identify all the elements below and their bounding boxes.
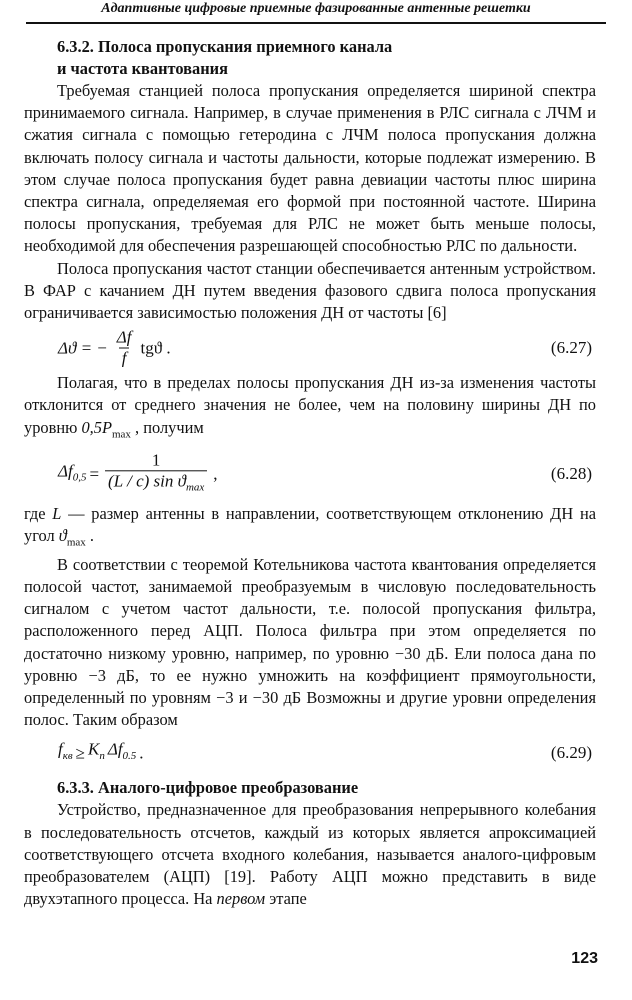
math-inline: ϑ bbox=[58, 526, 67, 546]
equation-6-29 bbox=[24, 733, 596, 773]
paragraph-where-l bbox=[24, 503, 596, 554]
eq1-lhs: Δϑ = − bbox=[58, 338, 108, 358]
eq1-numerator: Δf bbox=[116, 327, 132, 347]
eq3-k-sub: n bbox=[99, 750, 105, 763]
eq3-df bbox=[108, 739, 136, 768]
eq3-df-main: Δf bbox=[107, 740, 123, 760]
text-run: Полагая, что в пределах полосы пропускания ДН из-за изменения частоты отклонится от среднего значения не более, чем на половину ширины ДН по уровню bbox=[24, 373, 596, 437]
eq2-fraction bbox=[105, 450, 207, 497]
equation-number: (6.28) bbox=[550, 464, 592, 484]
eq2-lhs bbox=[58, 460, 86, 489]
paragraph-antenna: Полоса пропускания частот станции обеспечивается антенным устройством. В ФАР с качанием ДН путем введения фазового сдвига полоса пропускания ограничивается зависимостью положения ДН от частоты [6] bbox=[24, 258, 596, 323]
math-inline: 0,5P bbox=[81, 417, 112, 437]
eq3-f-sub: кв bbox=[62, 750, 73, 763]
eq1-denominator: f bbox=[119, 348, 130, 369]
paragraph-assumption bbox=[24, 372, 596, 445]
eq1-rhs: tgϑ . bbox=[140, 338, 171, 358]
text-run: где bbox=[24, 504, 53, 524]
math-inline: L bbox=[52, 504, 62, 524]
paragraph-bandwidth: Требуемая станцией полоса пропускания определяется шириной спектра принимаемого сигнала. Например, в случае применения в РЛС сигнала с ЛЧМ и сжатия сигнала с помощью гетеродина с ЛЧМ полоса пропускания должна включать полосу сигнала и частоты дальности, которые подлежат измерению. В этом случае полоса пропускания будет равна девиации частоты плюс ширина спектра сигнала, определяемая его формой при постоянной частоте. Ширина полосы пропускания, требуемая для РЛС не может быть меньше полосы, необходимой для обеспечения разрешающей способностью РЛС по дальности. bbox=[24, 81, 596, 256]
emphasis: первом bbox=[216, 889, 266, 909]
running-header bbox=[26, 0, 606, 24]
section-heading-6-3-2 bbox=[57, 36, 596, 80]
equation-number: (6.27) bbox=[550, 338, 592, 358]
page-number: 123 bbox=[571, 950, 598, 967]
eq2-lhs-sub: 0,5 bbox=[72, 471, 87, 484]
section-heading-6-3-3: 6.3.3. Аналого-цифровое преобразование bbox=[57, 778, 359, 798]
eq2-numerator: 1 bbox=[151, 450, 161, 470]
eq3-k-main: K bbox=[88, 740, 100, 760]
math-subscript: max bbox=[66, 536, 86, 549]
text-run: — размер антенны в направлении, соответствующем отклонению ДН на угол bbox=[24, 504, 596, 546]
eq3-tail: . bbox=[139, 743, 144, 763]
eq2-den-sub: max bbox=[185, 481, 205, 494]
page-content bbox=[24, 36, 596, 910]
equation-6-27 bbox=[24, 326, 596, 370]
eq1-fraction bbox=[114, 328, 135, 369]
text-run: , получим bbox=[130, 417, 204, 437]
equation-number: (6.29) bbox=[550, 743, 592, 763]
text-run: . bbox=[85, 526, 94, 546]
eq3-df-sub: 0.5 bbox=[122, 750, 137, 763]
eq2-equals: = bbox=[89, 464, 100, 484]
eq2-lhs-main: Δf bbox=[58, 460, 73, 480]
eq2-denominator bbox=[105, 470, 207, 497]
equation-6-28 bbox=[24, 447, 596, 501]
paragraph-kotelnikov: В соответствии с теоремой Котельникова частота квантования определяется полосой частот, занимаемой преобразуемым в числовую последовательность сигналом с учетом частот дальности, т.е. полосой пропускания фильтра, расположенного перед АЦП. Полоса фильтра при этом определяется по достаточно низкому уровню, например, по уровню −30 дБ. Ели полоса дана по уровню −3 дБ, то ее нужно умножить на коэффициент прямоугольности, определенный по уровням −3 и −30 дБ Возможны и другие уровни определения полос. Таким образом bbox=[24, 554, 596, 730]
heading-line-1: 6.3.2. Полоса пропускания приемного канала bbox=[57, 37, 393, 56]
eq3-k bbox=[88, 739, 105, 768]
text-run: этапе bbox=[265, 889, 307, 909]
eq3-f-main: f bbox=[58, 740, 63, 760]
eq3-op: ≥ bbox=[75, 743, 85, 763]
heading-line-2: и частота квантования bbox=[57, 59, 228, 78]
running-title: Адаптивные цифровые приемные фазированные антенные решетки bbox=[101, 1, 531, 16]
eq3-f bbox=[58, 739, 73, 768]
eq2-tail: , bbox=[213, 464, 218, 484]
paragraph-adc bbox=[24, 799, 596, 910]
math-subscript: max bbox=[111, 427, 131, 440]
text-run: Устройство, предназначенное для преобразования непрерывного колебания в последовательность отсчетов, каждый из которых является апроксимацией соответствующего отсчета входного колебания, называется аналого-цифровым преобразователем (АЦП) [19]. Работу АЦП можно представить в виде двухэтапного процесса. На bbox=[24, 800, 596, 909]
eq2-den-main: (L / c) sin ϑ bbox=[108, 471, 186, 491]
